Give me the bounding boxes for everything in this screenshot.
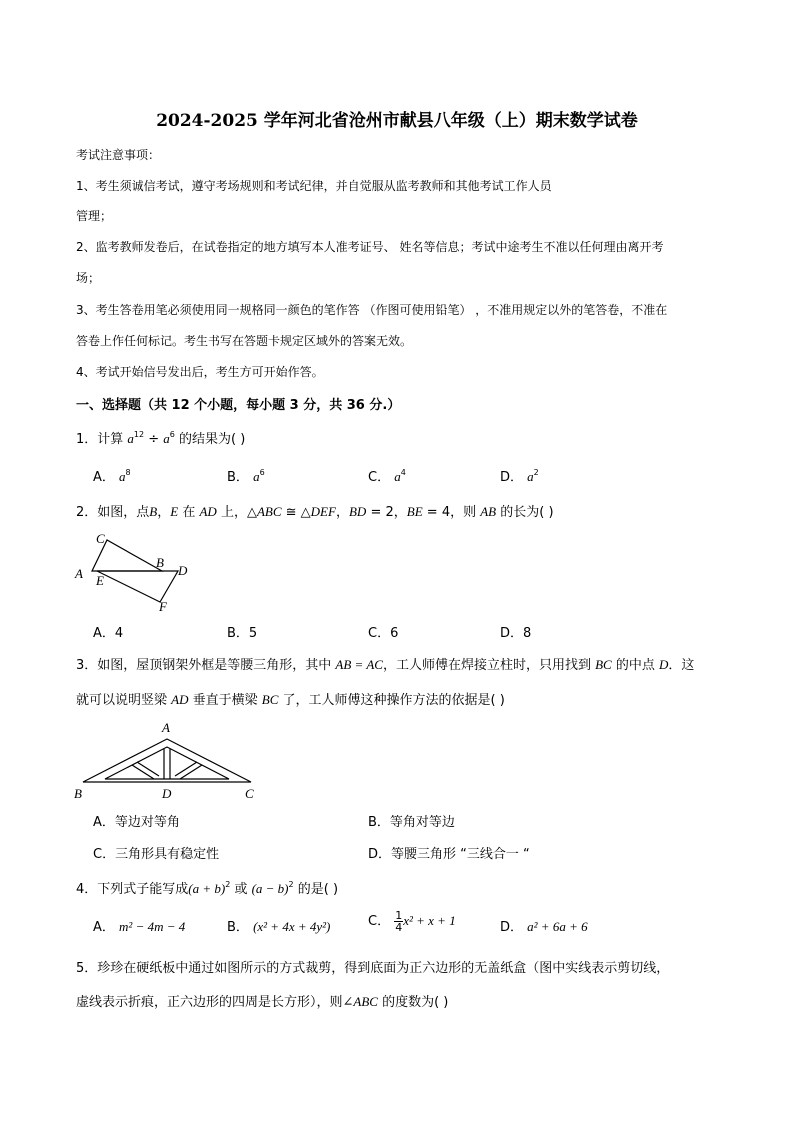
- q2-option-d[interactable]: D．8: [500, 626, 532, 641]
- question-1: 1．计算 $a^{12} \div a^6$ 的结果为( ): [76, 430, 246, 447]
- note-2a: 2、监考教师发卷后，在试卷指定的地方填写本人准考证号、 姓名等信息；考试中途考生不准以任何理由离开考: [76, 240, 664, 254]
- q3-option-d[interactable]: D．等腰三角形 “三线合一 “: [368, 847, 530, 862]
- label-c: C: [96, 531, 105, 546]
- q3-option-b[interactable]: B．等角对等边: [368, 815, 455, 830]
- note-2b: 场；: [76, 271, 101, 285]
- q4-option-c[interactable]: C． $\frac{1}{4}$ x² + x + 1: [368, 909, 456, 934]
- label-e: E: [96, 573, 104, 588]
- question-4: 4．下列式子能写成$(a + b)^2$ 或 $(a - b)^2$ 的是( ): [76, 880, 339, 897]
- q3-roof-truss-figure: [70, 716, 270, 804]
- notes-heading: 考试注意事项：: [76, 148, 161, 162]
- label-f: F: [159, 599, 167, 614]
- question-3-line2: 就可以说明竖梁 AD 垂直于横梁 BC 了，工人师傅这种操作方法的依据是( ): [76, 692, 505, 708]
- label-a: A: [75, 566, 83, 581]
- q4-option-a[interactable]: A． m² − 4m − 4: [93, 919, 186, 935]
- label-c: C: [245, 786, 254, 801]
- label-b: B: [74, 786, 82, 801]
- note-3a: 3、考生答卷用笔必须使用同一规格同一颜色的笔作答 （作图可使用铅笔） ，不准用规定以外的笔答卷，不准在: [76, 303, 668, 317]
- q1-option-d[interactable]: D． $a^2$: [500, 468, 539, 485]
- fraction: $\frac{1}{4}$: [395, 909, 403, 934]
- q3-option-a[interactable]: A．等边对等角: [93, 815, 180, 830]
- label-a: A: [162, 720, 170, 735]
- q2-option-c[interactable]: C．6: [368, 626, 399, 641]
- section-heading: 一、选择题（共 12 个小题，每小题 3 分，共 36 分.）: [76, 398, 401, 413]
- label-d: D: [178, 563, 188, 578]
- note-1b: 管理；: [76, 209, 113, 223]
- q1-option-b[interactable]: B． $a^6$: [227, 468, 265, 485]
- q1-option-a[interactable]: A． $a^8$: [93, 468, 131, 485]
- question-2: 2．如图，点B，E 在 AD 上，△ABC ≅ △DEF，BD = 2，BE = 4，则 AB 的长为( ): [76, 504, 554, 520]
- q2-triangles-figure: [72, 527, 202, 617]
- label-d: D: [162, 786, 172, 801]
- q3-option-c[interactable]: C．三角形具有稳定性: [93, 847, 220, 862]
- q2-option-a[interactable]: A．4: [93, 626, 124, 641]
- q4-option-b[interactable]: B． (x² + 4x + 4y²): [227, 919, 331, 935]
- label-b: B: [156, 555, 164, 570]
- page-title: 2024-2025 学年河北省沧州市献县八年级（上）期末数学试卷: [156, 111, 638, 131]
- note-4: 4、考试开始信号发出后，考生方可开始作答。: [76, 365, 324, 379]
- question-5-line1: 5．珍珍在硬纸板中通过如图所示的方式裁剪，得到底面为正六边形的无盖纸盒（图中实线表示剪切线，: [76, 961, 670, 976]
- question-3-line1: 3．如图，屋顶钢架外框是等腰三角形，其中 AB = AC，工人师傅在焊接立柱时，只用找到 BC 的中点 D．这: [76, 657, 695, 673]
- q2-option-b[interactable]: B．5: [227, 626, 258, 641]
- q1-option-c[interactable]: C． $a^4$: [368, 468, 406, 485]
- question-5-line2: 虚线表示折痕，正六边形的四周是长方形），则∠ABC 的度数为( ): [76, 994, 449, 1010]
- note-1a: 1、考生须诚信考试，遵守考场规则和考试纪律，并自觉服从监考教师和其他考试工作人员: [76, 179, 552, 193]
- q4-option-d[interactable]: D． a² + 6a + 6: [500, 919, 588, 935]
- note-3b: 答卷上作任何标记。考生书写在答题卡规定区域外的答案无效。: [76, 334, 413, 348]
- triangle-def: [97, 571, 178, 602]
